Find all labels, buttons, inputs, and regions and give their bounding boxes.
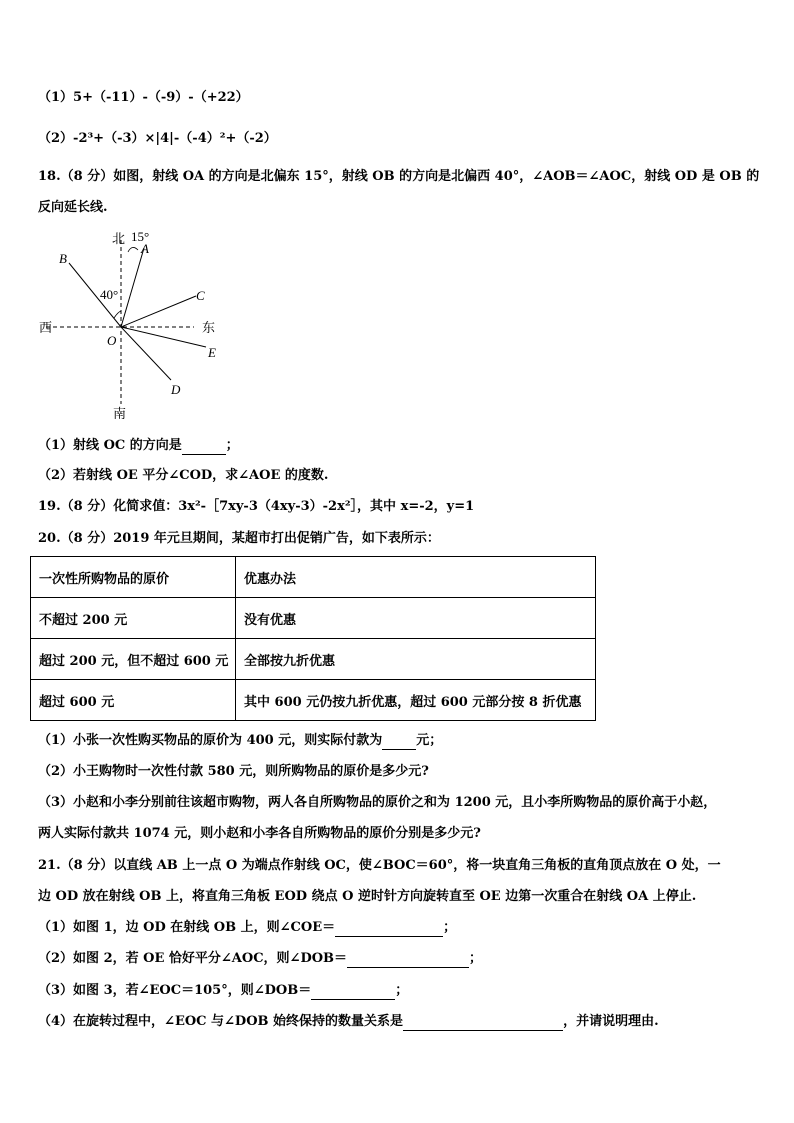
angle-arc-40 [114,311,121,318]
q20-sub3-line1: （3）小赵和小李分别前往该超市购物，两人各自所购物品的原价之和为 1200 元，且小李所购物品的原价高于小赵， [38,795,717,810]
west-label: 西 [39,320,53,335]
q21-stem-line2: 边 OD 放在射线 OB 上，将直角三角板 EOD 绕点 O 逆时针方向旋转直至 OE 边第一次重合在射线 OA 上停止. [38,889,697,904]
angle-arc-15 [128,247,138,252]
q21-sub2-post: ； [469,951,483,966]
q17-part1: （1）5+（-11）-（-9）-（+22） [38,90,249,105]
q20-sub1 [38,732,756,750]
q21-sub2-blank[interactable] [347,954,469,968]
ray-oc [121,296,196,327]
table-cell: 不超过 200 元 [31,598,236,639]
q18-sub1-post: ； [225,438,239,453]
point-a-label: A [141,241,149,256]
ray-oa [121,248,144,327]
q21-stem-line1: 21.（8 分）以直线 AB 上一点 O 为端点作射线 OC，使∠BOC＝60°，将一块直角三角板的直角顶点放在 O 处，一 [38,858,721,873]
point-b-label: B [59,251,67,266]
east-label: 东 [202,320,216,335]
q18-stem-line1: 18.（8 分）如图，射线 OA 的方向是北偏东 15°，射线 OB 的方向是北偏西 40°，∠AOB＝∠AOC，射线 OD 是 OB 的 [38,169,760,184]
table-row [31,598,596,639]
q21-sub4-blank[interactable] [403,1017,563,1031]
ray-od [121,327,171,380]
q20-stem: 20.（8 分）2019 年元旦期间，某超市打出促销广告，如下表所示： [38,531,440,546]
angle-40-label: 40° [100,287,119,302]
q18-sub1-text: （1）射线 OC 的方向是 [38,438,182,453]
q21-sub4-post: ，并请说明理由. [563,1014,659,1029]
table-header-cell: 优惠办法 [236,557,596,598]
q20-sub3-line2: 两人实际付款共 1074 元，则小赵和小李各自所购物品的原价分别是多少元? [38,826,481,841]
q19-text: 19.（8 分）化简求值：3x²-［7xy-3（4xy-3）-2x²］，其中 x=-2，y=1 [38,499,475,514]
table-cell: 全部按九折优惠 [236,639,596,680]
point-c-label: C [196,288,205,303]
table-cell: 其中 600 元仍按九折优惠，超过 600 元部分按 8 折优惠 [236,680,596,721]
table-header-row [31,557,596,598]
south-label: 南 [113,406,127,421]
q21-sub2 [38,950,756,968]
table-row [31,680,596,721]
point-e-label: E [208,345,216,360]
q21-sub4 [38,1013,756,1031]
q18-stem-line2: 反向延长线. [38,200,108,215]
q17-part2: （2）-2³+（-3）×|4|-（-4）²+（-2） [38,131,277,146]
table-cell: 超过 600 元 [31,680,236,721]
q21-sub1 [38,919,756,937]
q18-sub2: （2）若射线 OE 平分∠COD，求∠AOE 的度数. [38,468,329,483]
q20-sub2: （2）小王购物时一次性付款 580 元，则所购物品的原价是多少元? [38,764,429,779]
table-header-cell: 一次性所购物品的原价 [31,557,236,598]
q21-sub3-post: ； [395,983,409,998]
q21-sub3-blank[interactable] [311,986,395,1000]
q21-sub1-blank[interactable] [335,923,443,937]
q21-sub3-text: （3）如图 3，若∠EOC＝105°，则∠DOB＝ [38,983,312,998]
q18-sub1-blank[interactable] [182,441,226,455]
north-label: 北 [112,231,126,246]
table-row [31,639,596,680]
table-cell: 没有优惠 [236,598,596,639]
q21-sub1-text: （1）如图 1，边 OD 在射线 OB 上，则∠COE＝ [38,920,336,935]
q18-sub1 [38,437,756,455]
q20-sub1-post: 元； [416,733,443,748]
q20-sub1-text: （1）小张一次性购买物品的原价为 400 元，则实际付款为 [38,733,383,748]
q21-sub3 [38,982,756,1000]
point-o-label: O [107,333,117,348]
q20-sub1-blank[interactable] [382,736,416,750]
q21-sub2-text: （2）如图 2，若 OE 恰好平分∠AOC，则∠DOB＝ [38,951,348,966]
q21-sub4-text: （4）在旋转过程中，∠EOC 与∠DOB 始终保持的数量关系是 [38,1014,404,1029]
q21-sub1-post: ； [443,920,457,935]
table-cell: 超过 200 元，但不超过 600 元 [31,639,236,680]
compass-ray-diagram [34,228,244,423]
point-d-label: D [171,382,181,397]
promo-table [30,556,596,721]
angle-15-label: 15° [131,229,150,244]
ray-oe [121,327,206,347]
